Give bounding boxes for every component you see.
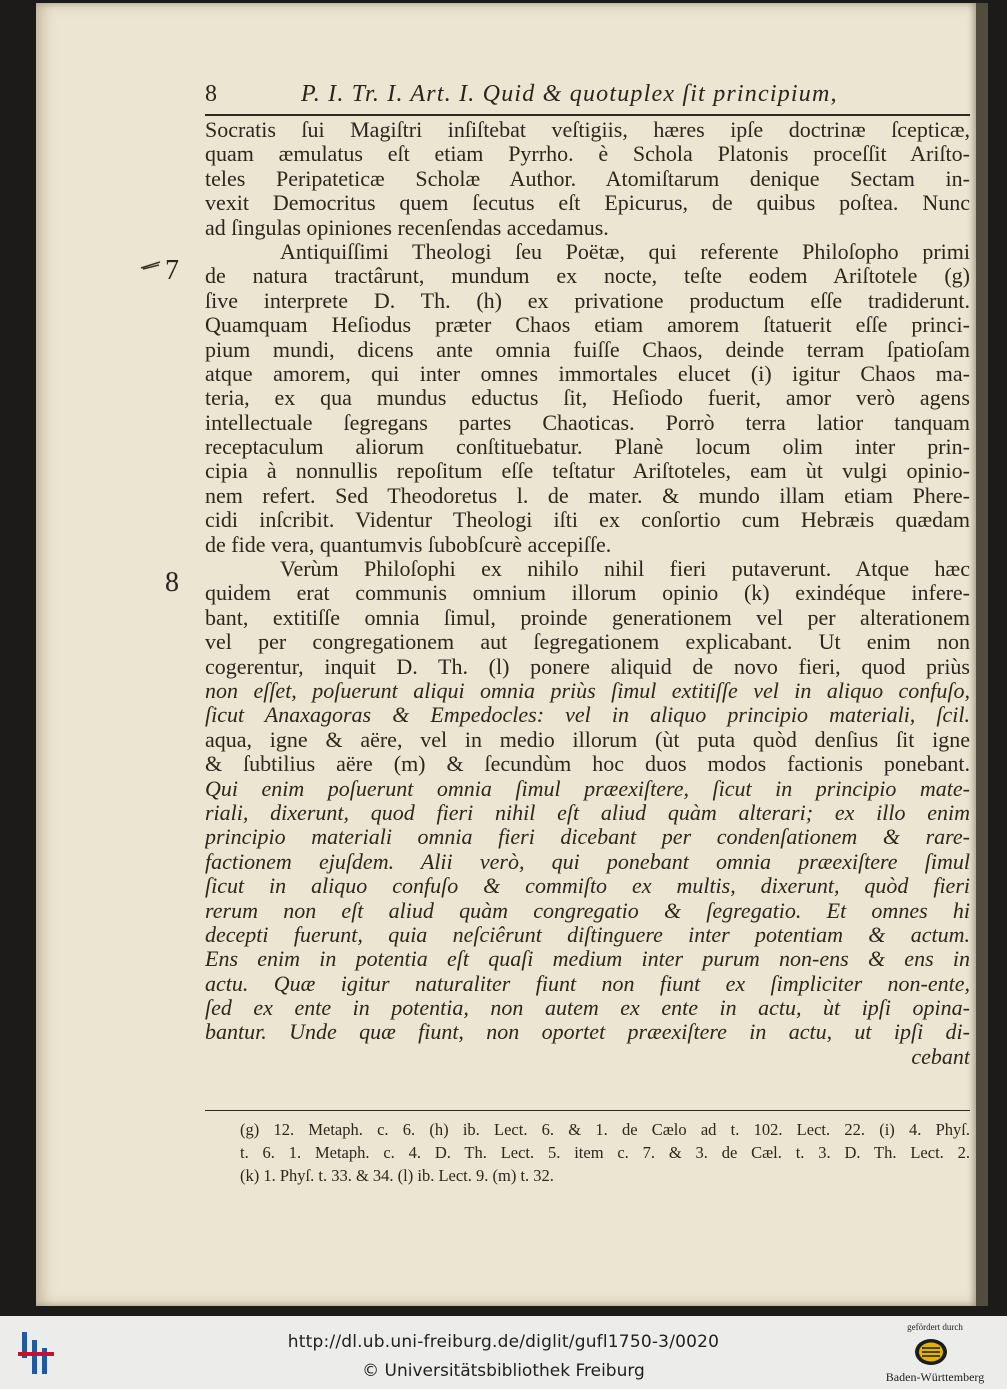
text-line: teria, ex qua mundus eductus ſit, Heſiodo fuerit, amor verò agens bbox=[205, 386, 970, 411]
text-line: ſicut in aliquo confuſo & commiſto ex multis, dixerunt, quòd fieri bbox=[205, 874, 970, 899]
text-line: nem refert. Sed Theodoretus l. de mater. & mundo illam etiam Phere- bbox=[205, 483, 970, 508]
text-line: bant, extitiſſe omnia ſimul, proinde generationem vel per alterationem bbox=[205, 605, 970, 630]
text-line: decepti fuerunt, quia neſciêrunt diſtinguere inter potentiam & actum. bbox=[205, 922, 970, 947]
text-line: Quamquam Heſiodus præter Chaos etiam amorem ſtatuerit eſſe princi- bbox=[205, 313, 970, 338]
text-line: riali, dixerunt, quod fieri nihil eſt aliud quàm alterari; ex illo enim bbox=[205, 800, 970, 825]
text-line: cebant bbox=[911, 1044, 970, 1069]
text-line: Socratis ſui Magiſtri inſiſtebat veſtigiis, hæres ipſe doctrinæ ſcepticæ, bbox=[205, 118, 970, 142]
text-line: vexit Democritus quem ſecutus eſt Epicurus, de quibus poſtea. Nunc bbox=[205, 191, 970, 216]
text-line: cidi inſcribit. Videntur Theologi iſti ex conſortio cum Hebræis quædam bbox=[205, 508, 970, 533]
viewer-footer bbox=[0, 1316, 1007, 1389]
header-rule bbox=[205, 114, 970, 116]
running-head-title: P. I. Tr. I. Art. I. Quid & quotuplex ſit principium, bbox=[301, 81, 838, 107]
text-line: de fide vera, quantumvis ſubobſcurè accepiſſe. bbox=[205, 532, 612, 557]
text-line: factionem ejuſdem. Alii verò, qui ponebant omnia præexiſtere ſimul bbox=[205, 849, 970, 874]
footnote-line: (k) 1. Phyſ. t. 33. & 34. (l) ib. Lect. 9. (m) t. 32. bbox=[240, 1166, 554, 1185]
text-line: aqua, igne & aëre, vel in medio illorum (ùt puta quòd denſius ſit igne bbox=[205, 727, 970, 752]
text-line: ad ſingulas opiniones recenſendas accedamus. bbox=[205, 215, 609, 240]
body-text bbox=[205, 118, 970, 1069]
text-line: atque amorem, qui inter omnes immortales elucet (i) igitur Chaos ma- bbox=[205, 361, 970, 386]
text-line: rerum non eſt aliud quàm congregatio & ſegregatio. Et omnes hi bbox=[205, 898, 970, 923]
text-line: teles Peripateticæ Scholæ Author. Atomiſtarum denique Sectam in- bbox=[205, 166, 970, 191]
funder-label: gefördert durch bbox=[907, 1322, 963, 1332]
text-line: receptaculum aliorum conſtituebatur. Planè locum olim inter prin- bbox=[205, 435, 970, 460]
text-line: & ſubtilius aëre (m) & ſecundùm hoc duos modos factionis ponebant. bbox=[205, 752, 970, 777]
footnote-line: t. 6. 1. Metaph. c. 4. D. Th. Lect. 5. item c. 7. & 3. de Cæl. t. 3. D. Th. Lect. 2. bbox=[240, 1143, 970, 1162]
text-line: Qui enim poſuerunt omnia ſimul præexiſtere, ſicut in principio mate- bbox=[205, 776, 970, 801]
text-line: ſive interprete D. Th. (h) ex privatione productum eſſe tradiderunt. bbox=[205, 288, 970, 313]
footnote-rule bbox=[205, 1110, 970, 1111]
text-line: de natura tractârunt, mundum ex nocte, teſte eodem Ariſtotele (g) bbox=[205, 264, 970, 289]
page-edge bbox=[976, 3, 988, 1306]
text-line: cogerentur, inquit D. Th. (l) ponere aliquid de novo fieri, quod priùs bbox=[205, 654, 970, 679]
text-line: intellectuale ſegregans partes Chaoticas. Porrò terra latior tanquam bbox=[205, 410, 970, 435]
footnote-line: (g) 12. Metaph. c. 6. (h) ib. Lect. 6. & 1. de Cælo ad t. 102. Lect. 22. (i) 4. Phyſ. bbox=[240, 1120, 970, 1139]
footnotes bbox=[240, 1118, 970, 1187]
text-line: bantur. Unde quæ fiunt, non oportet præexiſtere in actu, ut ipſi di- bbox=[205, 1020, 970, 1045]
text-line: principio materiali omnia fieri dicebant per condenſationem & rare- bbox=[205, 825, 970, 850]
page-number: 8 bbox=[205, 81, 217, 107]
text-line: Verùm Philoſophi ex nihilo nihil fieri putaverunt. Atque hæc bbox=[280, 557, 970, 582]
funder-badge[interactable] bbox=[870, 1322, 1000, 1386]
text-line: Ens enim in potentia eſt quaſi medium inter purum non-ens & ens in bbox=[205, 947, 970, 972]
text-line: pium mundi, dicens ante omnia fuiſſe Chaos, deinde terram ſpatioſam bbox=[205, 337, 970, 362]
copyright-notice: © Universitätsbibliothek Freiburg bbox=[362, 1361, 645, 1381]
text-line: ſed ex ente in potentia, non autem ex ente in actu, ùt ipſi opina- bbox=[205, 996, 970, 1021]
funder-name: Baden-Württemberg bbox=[885, 1370, 985, 1384]
text-line: Antiquiſſimi Theologi ſeu Poëtæ, qui referente Philoſopho primi bbox=[280, 239, 970, 264]
text-line: cipia à nonnullis repoſitum eſſe teſtatur Ariſtoteles, eam ùt vulgi opinio- bbox=[205, 459, 970, 484]
marginal-pen-mark bbox=[140, 259, 162, 271]
running-head bbox=[205, 78, 970, 110]
paragraph-number: 7 bbox=[165, 255, 179, 286]
text-line: non eſſet, poſuerunt aliqui omnia priùs ſimul extitiſſe vel in aliquo confuſo, bbox=[205, 678, 970, 703]
text-line: actu. Quæ igitur naturaliter fiunt non fiunt ex ſimpliciter non-ente, bbox=[205, 971, 970, 996]
permalink-url[interactable]: http://dl.ub.uni-freiburg.de/diglit/gufl1750-3/0020 bbox=[287, 1332, 720, 1352]
text-line: quam æmulatus eſt etiam Pyrrho. è Schola Platonis proceſſit Ariſto- bbox=[205, 142, 970, 167]
baden-wuerttemberg-seal-icon bbox=[913, 1337, 949, 1367]
text-line: ſicut Anaxagoras & Empedocles: vel in aliquo principio materiali, ſcil. bbox=[205, 703, 970, 728]
text-line: vel per congregationem aut ſegregationem explicabant. Ut enim non bbox=[205, 630, 970, 655]
text-line: quidem erat communis omnium illorum opinio (k) exindéque infere- bbox=[205, 581, 970, 606]
paragraph-number: 8 bbox=[165, 567, 179, 598]
